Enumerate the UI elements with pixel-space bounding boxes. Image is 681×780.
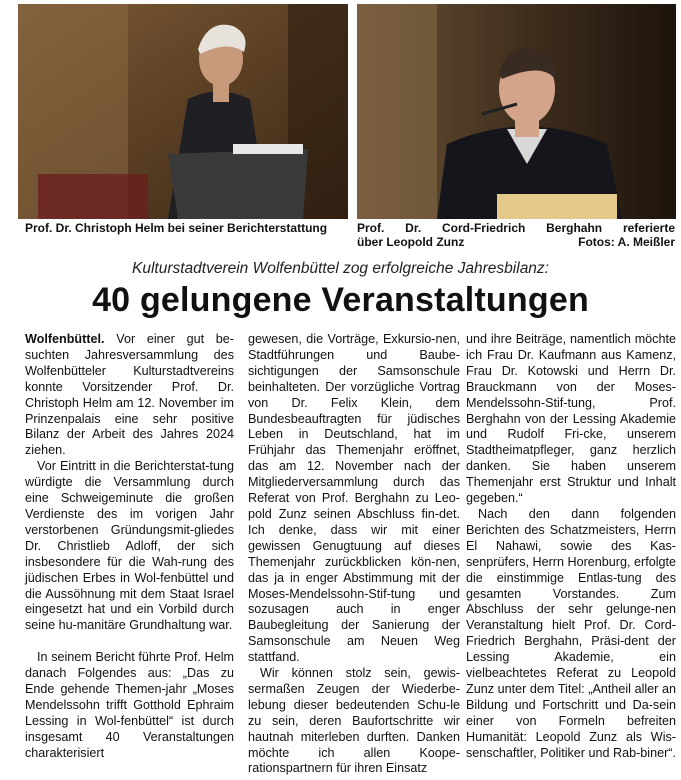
article-column-1 bbox=[25, 332, 234, 761]
dateline-place: Wolfenbüttel. bbox=[25, 332, 105, 346]
photo-cord-friedrich-berghahn bbox=[357, 4, 676, 219]
paragraph: In seinem Bericht führte Prof. Helm danach Folgendes aus: „Das zu Ende gehende Themen-jahr „Moses Mendelssohn trifft Gotthold Ephraim Lessing in Wol-fenbüttel“ ist durch insgesamt 40 Veranstaltungen charakterisiert bbox=[25, 650, 234, 760]
caption-right-line2: über Leopold Zunz bbox=[357, 235, 465, 249]
paragraph bbox=[25, 332, 234, 459]
article-column-2 bbox=[248, 332, 460, 777]
article-kicker: Kulturstadtverein Wolfenbüttel zog erfolgreiche Jahresbilanz: bbox=[131, 260, 549, 277]
article-column-3 bbox=[466, 332, 676, 761]
paragraph: und ihre Beiträge, namentlich möchte ich Frau Dr. Kaufmann aus Kamenz, Frau Dr. Kotowski und Herrn Dr. Brauckmann von der Moses-Mendelssohn-Stif-tung, Prof. Berghahn von der Lessing Akademie und Rudolf Fri-cke, unserem Stadtheimatpfleger, ganz herzlich danken. Sie haben unserem Themenjahr erst Struktur und Inhalt gegeben.“ bbox=[466, 332, 676, 506]
photo-christoph-helm bbox=[18, 4, 348, 219]
article-headline: 40 gelungene Veranstaltungen bbox=[92, 281, 589, 319]
paragraph: gewesen, die Vorträge, Exkursio-nen, Stadtführungen und Baube-sichtigungen der Samsonschule beinhalteten. Der vorzügliche Vortrag von Dr. Felix Klein, dem Bundesbeauftragten für jüdisches Leben in Deutschland, hat im Frühjahr das Themenjahr eröffnet, das am 12. November nach der Mitgliederversammlung durch das Referat von Prof. Berghahn zu Leo-pold Zunz seinen Abschluss fin-det. Ich denke, dass wir mit einer gewissen Genugtuung auf dieses Themenjahr zurückblicken kön-nen, das ja in enger Abstimmung mit der Moses-Mendelssohn-Stif-tung und sozusagen auch in enger Baubegleitung der Sanierung der Samsonschule am Neuen Weg stattfand. bbox=[248, 332, 460, 665]
photo-credit: Fotos: A. Meißler bbox=[578, 235, 675, 249]
caption-right-line1: Prof. Dr. Cord-Friedrich Berghahn referierte bbox=[357, 221, 675, 235]
paragraph: Vor Eintritt in die Berichterstat-tung würdigte die Versammlung durch eine Schweigeminute die großen Verdienste des im vorigen Jahr verstorbenen Gründungsmit-gliedes Dr. Christlieb Adloff, der sich insbesondere für die Wah-rung des jüdischen Erbes in Wol-fenbüttel und die Aussöhnung mit dem Staat Israel eingesetzt hat und ein Vorbild durch seine hu-manitäre Grundhaltung war. bbox=[25, 459, 234, 633]
photo-caption-right bbox=[357, 221, 675, 249]
photo-caption-left: Prof. Dr. Christoph Helm bei seiner Berichterstattung bbox=[25, 221, 328, 235]
paragraph: Nach den dann folgenden Berichten des Schatzmeisters, Herrn El Nahawi, sowie des Kas-senprüfers, Herrn Horenburg, erfolgte die einstimmige Entlas-tung des gesamten Vorstandes. Zum Abschluss der sehr gelunge-nen Veranstaltung hielt Prof. Dr. Cord-Friedrich Berghahn, Präsi-dent der Lessing Akademie, ein vielbeachtetes Referat zu Leopold Zunz unter dem Titel: „Antheil aller an Bildung und Fortschritt und Da-sein einer von Formeln befreiten Humanität: Leopold Zunz als Wis-senschaftler, Politiker und Rab-biner“. bbox=[466, 506, 676, 760]
paragraph-text: Vor einer gut be-suchten Jahresversammlung des Wolfenbütteler Kulturstadtvereins konnte Vorsitzender Prof. Dr. Christoph Helm am 12. November im Prinzenpalais eine sehr positive Bilanz der Arbeit des Jahres 2024 ziehen. bbox=[25, 332, 234, 458]
paragraph: Wir können stolz sein, gewis-sermaßen Zeugen der Wiederbe-lebung dieser bedeutenden Schu-le zu sein, deren Baufortschritte wir hautnah miterleben durften. Danken möchte ich allen Koope-rationspartnern für ihren Einsatz bbox=[248, 666, 460, 776]
